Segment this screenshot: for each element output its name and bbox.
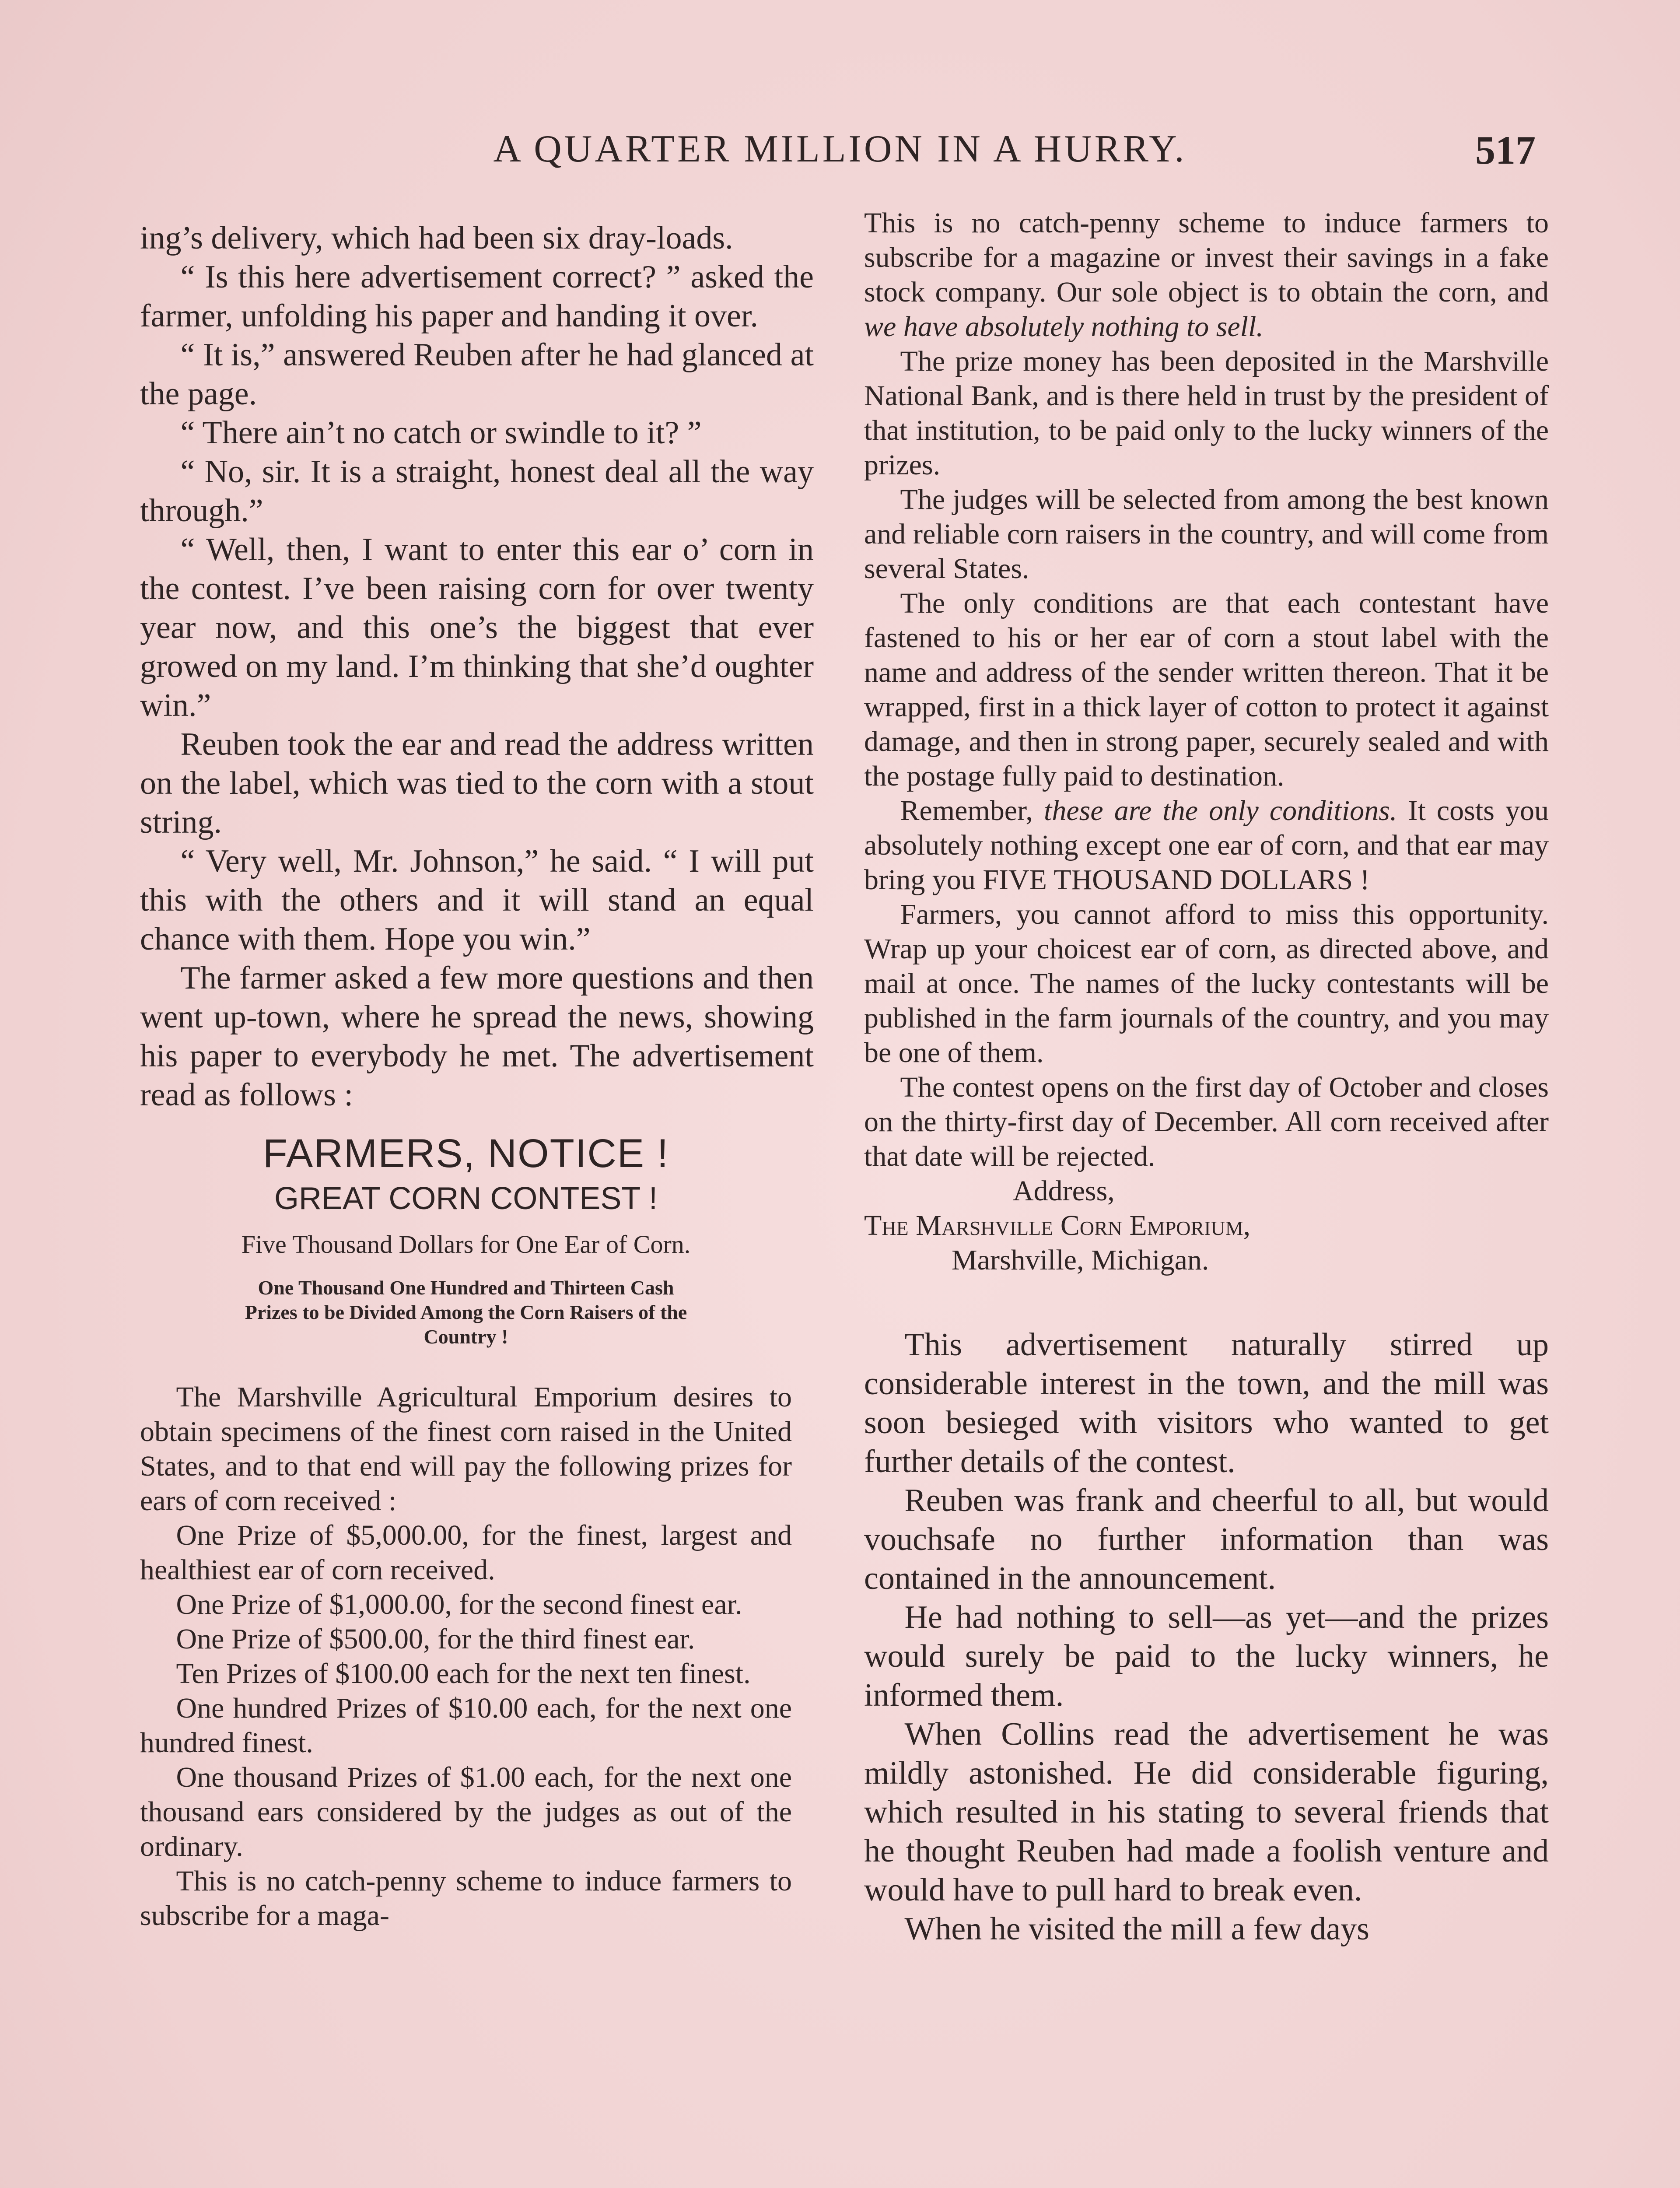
ad-farmers: Farmers, you cannot afford to miss this opportunity. Wrap up your choicest ear of corn, as directed above, and mail at once. The names of the lucky contestants will be published in the farm journals of the country, and you may be one of them.: [864, 898, 1549, 1069]
ad-signature: The Marshville Corn Emporium,: [864, 1210, 1251, 1241]
ad-subheadline: GREAT CORN CONTEST !: [274, 1181, 658, 1216]
paragraph: When he visited the mill a few days: [904, 1911, 1369, 1947]
paragraph: “ It is,” answered Reuben after he had glanced at the page.: [140, 337, 814, 412]
ad-remember-a: Remember,: [900, 795, 1044, 827]
paragraph: He had nothing to sell—as yet—and the prizes would surely be paid to the lucky winners, he informed them.: [864, 1599, 1549, 1713]
paragraph: When Collins read the advertisement he was mildly astonished. He did considerable figuring, which resulted in his stating to several friends that he thought Reuben had made a foolish venture and would have to pull hard to break even.: [864, 1716, 1549, 1908]
ad-subtagline: One Thousand One Hundred and Thirteen Cash Prizes to be Divided Among the Corn Raisers of the Country !: [245, 1276, 687, 1348]
running-header: A QUARTER MILLION IN A HURRY.: [493, 128, 1187, 170]
paragraph: “ Very well, Mr. Johnson,” he said. “ I will put this with the others and it will stand an equal chance with them. Hope you win.”: [140, 843, 814, 957]
ad-conditions: The only conditions are that each contestant have fastened to his or her ear of corn a stout label with the name and address of the sender written thereon. That it be wrapped, first in a thick layer of cotton to protect it against damage, and then in strong paper, securely sealed and with the postage fully paid to destination.: [864, 587, 1549, 792]
ad-deposit: The prize money has been deposited in the Marshville National Bank, and is there held in trust by the president of that institution, to be paid only to the lucky winners of the prizes.: [864, 345, 1549, 481]
paragraph: Reuben was frank and cheerful to all, but would vouchsafe no further information than was contained in the announcement.: [864, 1483, 1549, 1596]
page-number: 517: [1475, 128, 1536, 172]
paragraph: “ Well, then, I want to enter this ear o’ corn in the contest. I’ve been raising corn for over twenty year now, and this one’s the biggest that ever growed on my land. I’m thinking that she’d oughter win.”: [140, 532, 814, 723]
right-body: [864, 1325, 1549, 1949]
paragraph: “ No, sir. It is a straight, honest deal all the way through.”: [140, 454, 814, 529]
ad-scheme-continued: [864, 206, 1549, 344]
ad-prize: One Prize of $500.00, for the third finest ear.: [176, 1623, 695, 1655]
ad-remember-b: It costs you absolutely nothing except one ear of corn, and that ear may bring you FIVE THOUSAND DOLLARS !: [864, 795, 1549, 896]
ad-tagline: Five Thousand Dollars for One Ear of Corn.: [241, 1230, 691, 1259]
paragraph: This advertisement naturally stirred up considerable interest in the town, and the mill was soon besieged with visitors who wanted to get further details of the contest.: [864, 1327, 1549, 1480]
right-column: [864, 206, 1549, 1949]
ad-scheme-emphasis: we have absolutely nothing to sell.: [864, 311, 1264, 343]
ad-dates: The contest opens on the first day of October and closes on the thirty-first day of December. All corn received after that date will be rejected.: [864, 1071, 1549, 1172]
ad-scheme-text: This is no catch-penny scheme to induce farmers to subscribe for a magazine or invest their savings in a fake stock company. Our sole object is to obtain the corn, and: [864, 207, 1549, 308]
paragraph: “ There ain’t no catch or swindle to it? ”: [180, 415, 702, 451]
paragraph: ing’s delivery, which had been six dray-loads.: [140, 220, 733, 256]
advertisement-left: [140, 1131, 792, 1933]
left-column: [140, 219, 814, 1933]
ad-judges: The judges will be selected from among the best known and reliable corn raisers in the country, and will come from several States.: [864, 484, 1549, 585]
paragraph: Reuben took the ear and read the address written on the label, which was tied to the corn with a stout string.: [140, 726, 814, 840]
ad-prize: One thousand Prizes of $1.00 each, for the next one thousand ears considered by the judges as out of the ordinary.: [140, 1761, 792, 1862]
ad-intro: The Marshville Agricultural Emporium desires to obtain specimens of the finest corn raised in the United States, and to that end will pay the following prizes for ears of corn received :: [140, 1381, 792, 1517]
ad-prize: One Prize of $1,000.00, for the second finest ear.: [176, 1588, 742, 1620]
ad-address-label: Address,: [1013, 1175, 1115, 1207]
advertisement-right: [864, 206, 1549, 1277]
ad-scheme-start: This is no catch-penny scheme to induce farmers to subscribe for a maga-: [140, 1865, 792, 1932]
ad-headline: FARMERS, NOTICE !: [262, 1131, 669, 1176]
ad-prize: One hundred Prizes of $10.00 each, for the next one hundred finest.: [140, 1692, 792, 1759]
ad-prize: One Prize of $5,000.00, for the finest, largest and healthiest ear of corn received.: [140, 1519, 792, 1586]
paragraph: The farmer asked a few more questions and then went up-town, where he spread the news, showing his paper to everybody he met. The advertisement read as follows :: [140, 960, 814, 1113]
ad-remember-emphasis: these are the only conditions.: [1044, 795, 1397, 827]
ad-remember: [864, 793, 1549, 897]
ad-location: Marshville, Michigan.: [952, 1244, 1209, 1276]
ad-prize: Ten Prizes of $100.00 each for the next ten finest.: [176, 1658, 751, 1690]
paragraph: “ Is this here advertisement correct? ” asked the farmer, unfolding his paper and handing it over.: [140, 259, 814, 334]
